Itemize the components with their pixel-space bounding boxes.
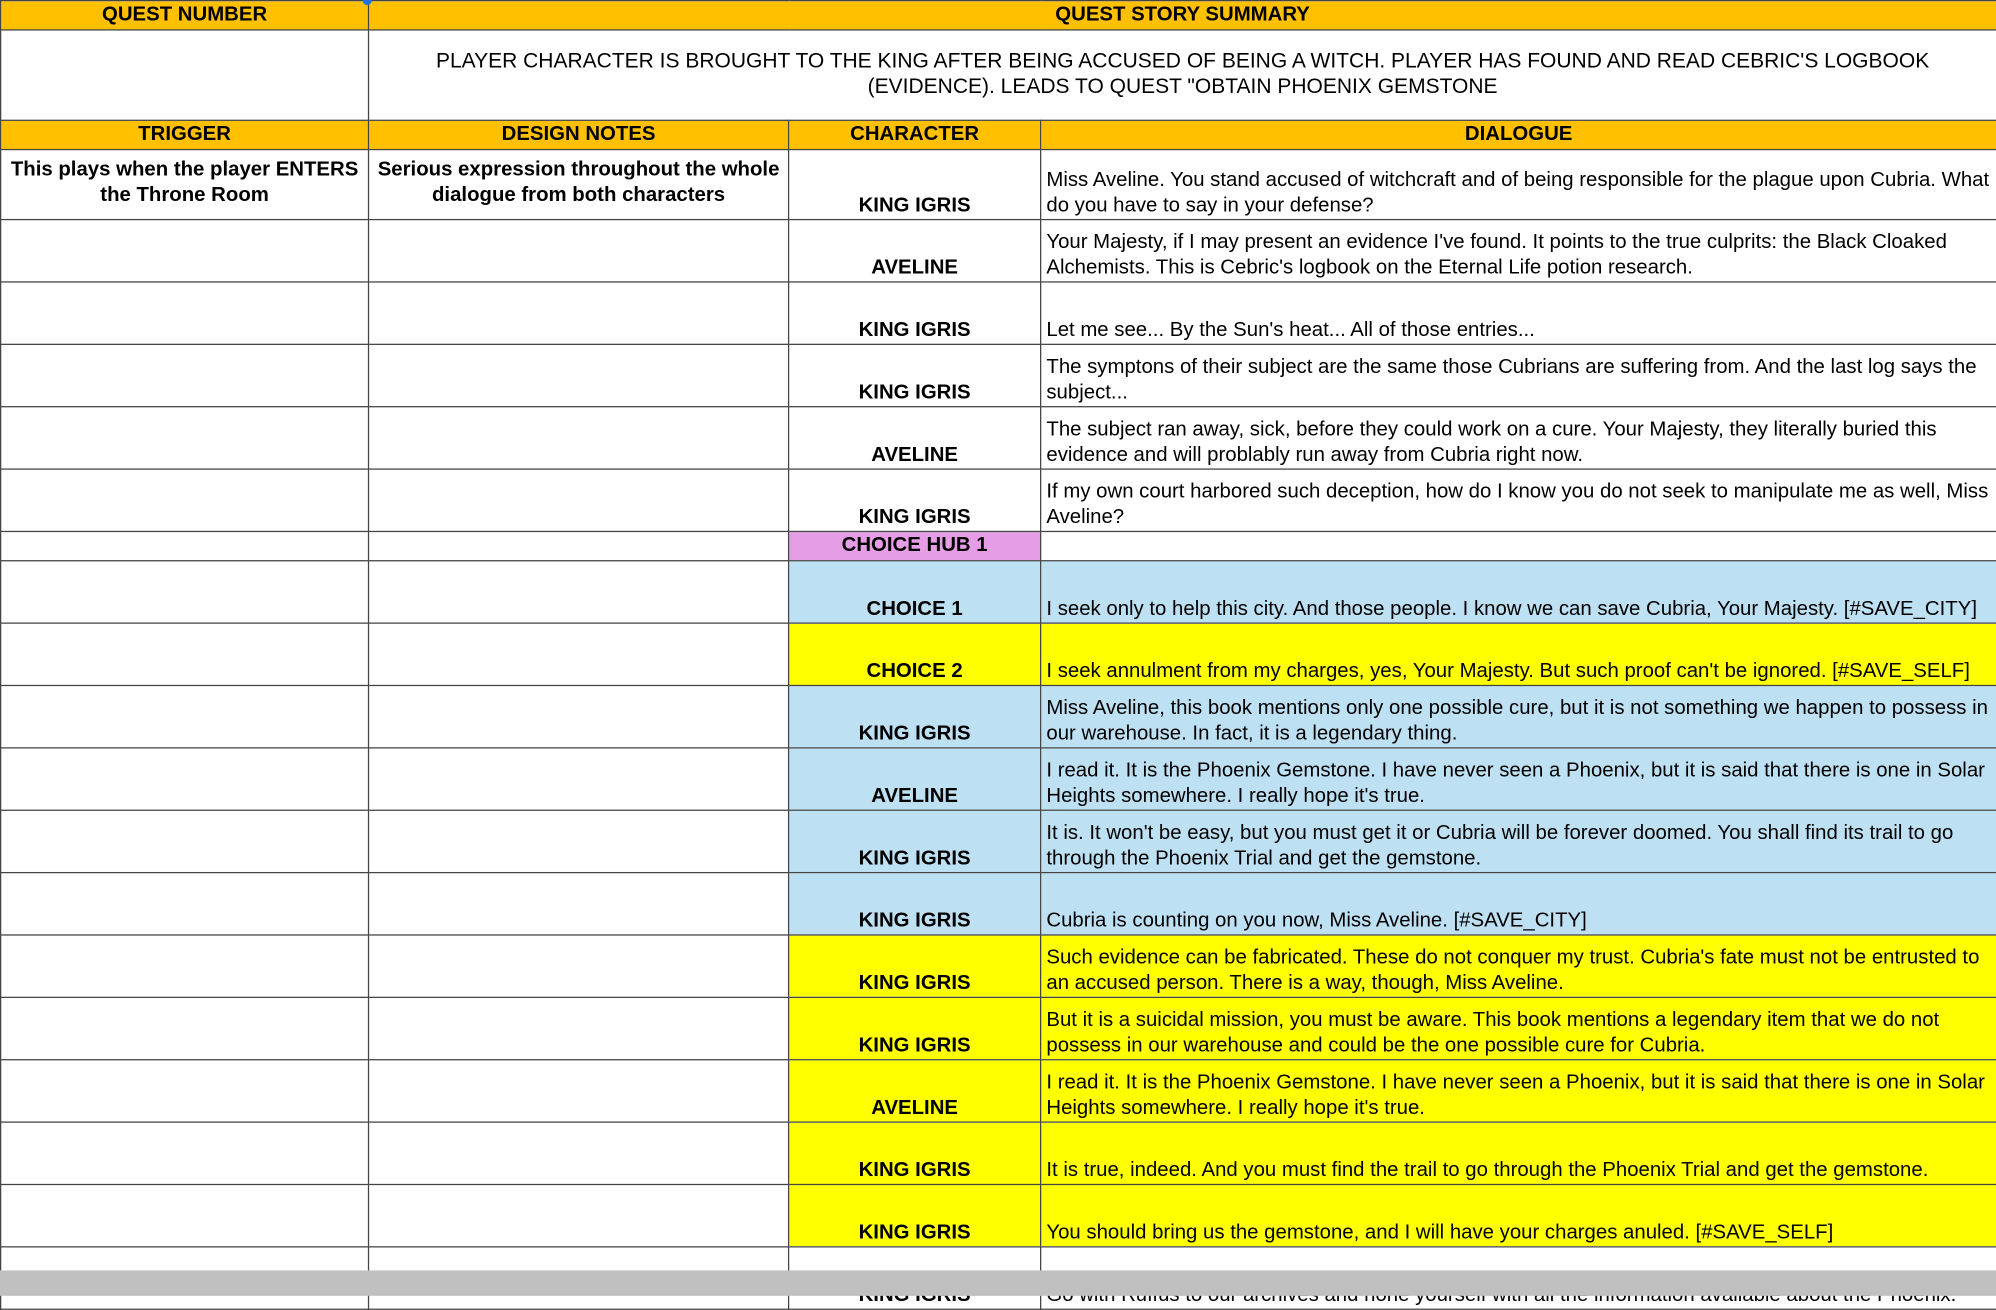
trigger-cell[interactable] bbox=[1, 561, 369, 623]
character-cell[interactable]: AVELINE bbox=[789, 1060, 1041, 1122]
quest-number-header[interactable]: QUEST NUMBER bbox=[1, 1, 369, 30]
design-notes-cell[interactable] bbox=[369, 997, 789, 1059]
summary-cell[interactable]: PLAYER CHARACTER IS BROUGHT TO THE KING AFTER BEING ACCUSED OF BEING A WITCH. PLAYER HAS FOUND AND READ CEBRIC'S LOGBOOK (EVIDENCE). LEADS TO QUEST "OBTAIN PHOENIX GEMSTONE bbox=[369, 30, 1996, 120]
trigger-cell[interactable] bbox=[1, 935, 369, 997]
dialogue-cell[interactable]: It is true, indeed. And you must find the trail to go through the Phoenix Trial and get the gemstone. bbox=[1041, 1122, 1996, 1184]
design-notes-cell[interactable] bbox=[369, 1060, 789, 1122]
quest-story-summary-header[interactable]: QUEST STORY SUMMARY bbox=[369, 1, 1996, 30]
dialogue-cell[interactable]: Miss Aveline. You stand accused of witchcraft and of being responsible for the plague upon Cubria. What do you have to say in your defense? bbox=[1041, 150, 1996, 220]
trigger-cell[interactable] bbox=[1, 282, 369, 344]
dialogue-cell[interactable]: Let me see... By the Sun's heat... All of those entries... bbox=[1041, 282, 1996, 344]
design-notes-cell[interactable] bbox=[369, 685, 789, 747]
design-notes-cell[interactable] bbox=[369, 282, 789, 344]
character-cell[interactable]: KING IGRIS bbox=[789, 469, 1041, 531]
design-notes-header[interactable]: DESIGN NOTES bbox=[369, 120, 789, 149]
dialogue-cell[interactable]: But it is a suicidal mission, you must be aware. This book mentions a legendary item that we do not possess in our warehouse and could be the one possible cure for Cubria. bbox=[1041, 997, 1996, 1059]
trigger-cell[interactable] bbox=[1, 1122, 369, 1184]
choice-2-cell[interactable]: CHOICE 2 bbox=[789, 623, 1041, 685]
character-cell[interactable]: KING IGRIS bbox=[789, 935, 1041, 997]
table-row bbox=[1, 282, 1996, 344]
table-row bbox=[1, 623, 1996, 685]
table-row bbox=[1, 997, 1996, 1059]
character-header[interactable]: CHARACTER bbox=[789, 120, 1041, 149]
trigger-cell[interactable] bbox=[1, 873, 369, 935]
horizontal-scrollbar[interactable] bbox=[0, 1270, 1996, 1295]
design-notes-cell[interactable] bbox=[369, 1184, 789, 1246]
design-notes-cell[interactable] bbox=[369, 561, 789, 623]
summary-row bbox=[1, 30, 1996, 120]
dialogue-cell[interactable]: The symptons of their subject are the same those Cubrians are suffering from. And the last log says the subject... bbox=[1041, 344, 1996, 406]
trigger-cell[interactable] bbox=[1, 531, 369, 560]
dialogue-cell[interactable]: Cubria is counting on you now, Miss Aveline. [#SAVE_CITY] bbox=[1041, 873, 1996, 935]
table-row bbox=[1, 810, 1996, 872]
character-cell[interactable]: AVELINE bbox=[789, 407, 1041, 469]
table-row bbox=[1, 873, 1996, 935]
character-cell[interactable]: KING IGRIS bbox=[789, 344, 1041, 406]
dialogue-cell[interactable]: If my own court harbored such deception, how do I know you do not seek to manipulate me as well, Miss Aveline? bbox=[1041, 469, 1996, 531]
table-row bbox=[1, 935, 1996, 997]
choice-hub-row bbox=[1, 531, 1996, 560]
dialogue-cell[interactable]: Such evidence can be fabricated. These do not conquer my trust. Cubria's fate must not be entrusted to an accused person. There is a way, though, Miss Aveline. bbox=[1041, 935, 1996, 997]
trigger-cell[interactable] bbox=[1, 748, 369, 810]
character-cell[interactable]: KING IGRIS bbox=[789, 685, 1041, 747]
quest-number-cell[interactable] bbox=[1, 30, 369, 120]
design-notes-cell[interactable] bbox=[369, 623, 789, 685]
dialogue-cell[interactable]: It is. It won't be easy, but you must get it or Cubria will be forever doomed. You shall find its trail to go through the Phoenix Trial and get the gemstone. bbox=[1041, 810, 1996, 872]
design-notes-cell[interactable] bbox=[369, 1122, 789, 1184]
trigger-cell[interactable] bbox=[1, 685, 369, 747]
table-row bbox=[1, 220, 1996, 282]
design-notes-cell[interactable]: Serious expression throughout the whole dialogue from both characters bbox=[369, 150, 789, 220]
trigger-cell[interactable] bbox=[1, 1184, 369, 1246]
design-notes-cell[interactable] bbox=[369, 810, 789, 872]
dialogue-header[interactable]: DIALOGUE bbox=[1041, 120, 1996, 149]
trigger-cell[interactable] bbox=[1, 623, 369, 685]
design-notes-cell[interactable] bbox=[369, 469, 789, 531]
table-row bbox=[1, 1184, 1996, 1246]
choice-hub-cell[interactable]: CHOICE HUB 1 bbox=[789, 531, 1041, 560]
column-header-row bbox=[1, 120, 1996, 149]
table-row bbox=[1, 685, 1996, 747]
dialogue-cell[interactable]: Your Majesty, if I may present an evidence I've found. It points to the true culprits: the Black Cloaked Alchemists. This is Cebric's logbook on the Eternal Life potion research. bbox=[1041, 220, 1996, 282]
dialogue-cell[interactable]: You should bring us the gemstone, and I will have your charges anuled. [#SAVE_SELF] bbox=[1041, 1184, 1996, 1246]
character-cell[interactable]: KING IGRIS bbox=[789, 873, 1041, 935]
trigger-cell[interactable] bbox=[1, 469, 369, 531]
dialogue-cell[interactable]: I seek only to help this city. And those people. I know we can save Cubria, Your Majesty. [#SAVE_CITY] bbox=[1041, 561, 1996, 623]
trigger-header[interactable]: TRIGGER bbox=[1, 120, 369, 149]
design-notes-cell[interactable] bbox=[369, 531, 789, 560]
table-row bbox=[1, 150, 1996, 220]
character-cell[interactable]: AVELINE bbox=[789, 748, 1041, 810]
character-cell[interactable]: AVELINE bbox=[789, 220, 1041, 282]
table-row bbox=[1, 561, 1996, 623]
design-notes-cell[interactable] bbox=[369, 873, 789, 935]
character-cell[interactable]: KING IGRIS bbox=[789, 1122, 1041, 1184]
character-cell[interactable]: KING IGRIS bbox=[789, 997, 1041, 1059]
table-row bbox=[1, 407, 1996, 469]
design-notes-cell[interactable] bbox=[369, 220, 789, 282]
character-cell[interactable]: KING IGRIS bbox=[789, 150, 1041, 220]
dialogue-cell[interactable]: I read it. It is the Phoenix Gemstone. I have never seen a Phoenix, but it is said that there is one in Solar Heights somewhere. I really hope it's true. bbox=[1041, 1060, 1996, 1122]
trigger-cell[interactable] bbox=[1, 407, 369, 469]
dialogue-cell[interactable]: The subject ran away, sick, before they could work on a cure. Your Majesty, they literally buried this evidence and will problably run away from Cubria right now. bbox=[1041, 407, 1996, 469]
trigger-cell[interactable] bbox=[1, 810, 369, 872]
character-cell[interactable]: KING IGRIS bbox=[789, 1184, 1041, 1246]
design-notes-cell[interactable] bbox=[369, 407, 789, 469]
table-row bbox=[1, 1060, 1996, 1122]
table-row bbox=[1, 344, 1996, 406]
character-cell[interactable]: KING IGRIS bbox=[789, 282, 1041, 344]
dialogue-cell[interactable]: I seek annulment from my charges, yes, Your Majesty. But such proof can't be ignored. [#SAVE_SELF] bbox=[1041, 623, 1996, 685]
design-notes-cell[interactable] bbox=[369, 344, 789, 406]
trigger-cell[interactable] bbox=[1, 1060, 369, 1122]
trigger-cell[interactable]: This plays when the player ENTERS the Throne Room bbox=[1, 150, 369, 220]
dialogue-cell[interactable] bbox=[1041, 531, 1996, 560]
dialogue-cell[interactable]: I read it. It is the Phoenix Gemstone. I have never seen a Phoenix, but it is said that there is one in Solar Heights somewhere. I really hope it's true. bbox=[1041, 748, 1996, 810]
title-header-row bbox=[1, 1, 1996, 30]
choice-1-cell[interactable]: CHOICE 1 bbox=[789, 561, 1041, 623]
table-row bbox=[1, 1122, 1996, 1184]
table-row bbox=[1, 748, 1996, 810]
trigger-cell[interactable] bbox=[1, 344, 369, 406]
trigger-cell[interactable] bbox=[1, 220, 369, 282]
character-cell[interactable]: KING IGRIS bbox=[789, 810, 1041, 872]
dialogue-cell[interactable]: Miss Aveline, this book mentions only one possible cure, but it is not something we happen to possess in our warehouse. In fact, it is a legendary thing. bbox=[1041, 685, 1996, 747]
trigger-cell[interactable] bbox=[1, 997, 369, 1059]
table-row bbox=[1, 469, 1996, 531]
design-notes-cell[interactable] bbox=[369, 935, 789, 997]
design-notes-cell[interactable] bbox=[369, 748, 789, 810]
